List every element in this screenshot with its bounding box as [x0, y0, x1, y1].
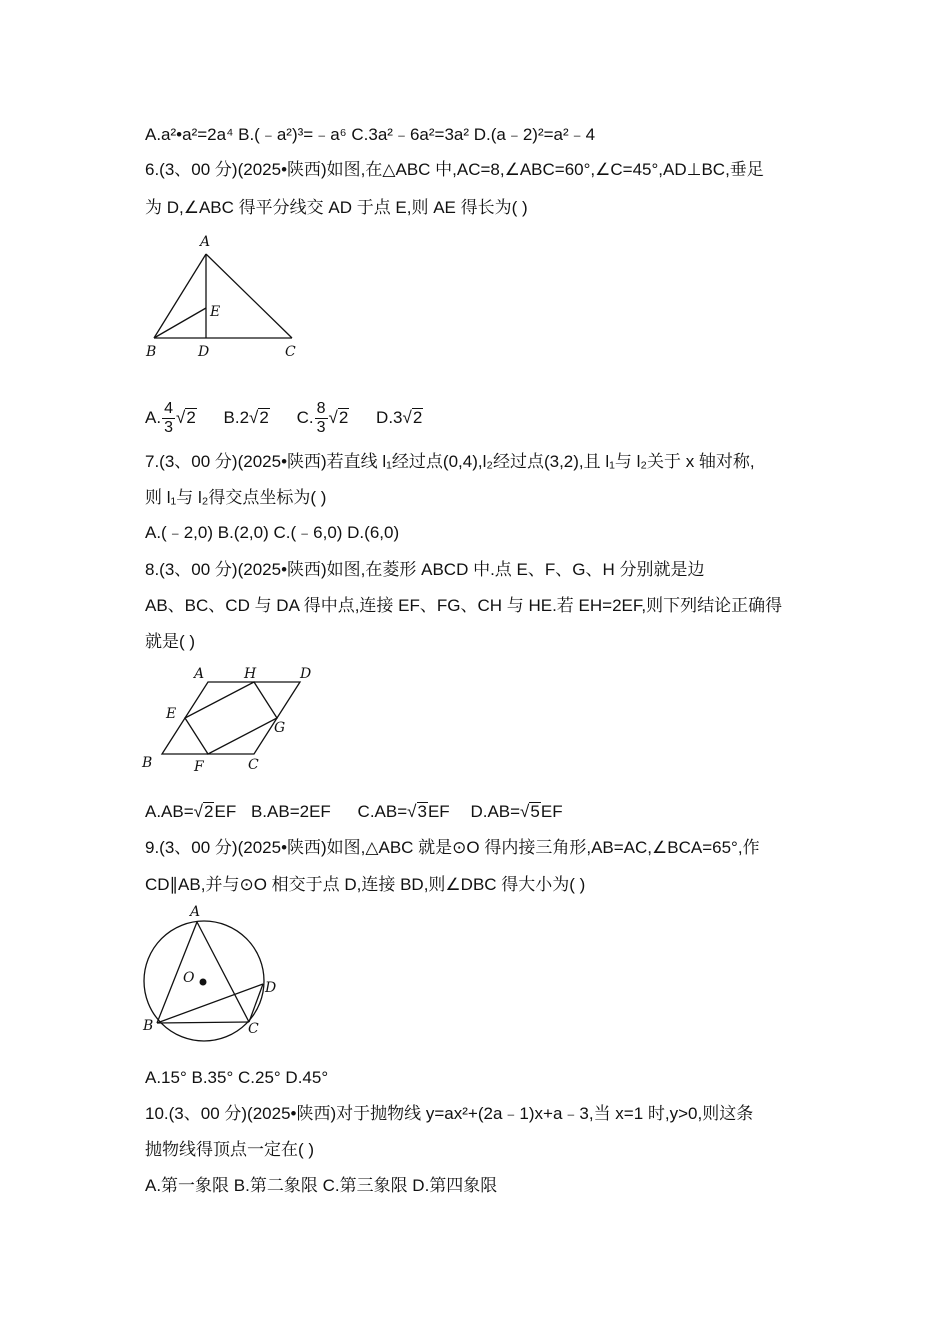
rhombus-abcd: [162, 682, 300, 754]
q8-option-a: A.AB=√2EF: [145, 802, 237, 821]
label-f: F: [194, 759, 204, 775]
label-h: H: [244, 666, 257, 682]
segment-ab: [154, 254, 206, 338]
label-a: A: [200, 234, 211, 250]
q10-stem-line1: 10.(3、00 分)(2025•陕西)对于抛物线 y=ax²+(2a﹣1)x+a﹣3,当 x=1 时,y>0,则这条: [145, 1104, 754, 1123]
q8-option-b: B.AB=2EF: [250, 802, 331, 821]
segment-cd: [249, 984, 263, 1022]
q6-option-a: A. $\frac{4}{3}$ √2: [145, 400, 196, 436]
label-d: D: [265, 980, 277, 996]
quad-efgh: [185, 682, 277, 754]
label-a: A: [194, 666, 205, 682]
q8-stem-line3: 就是( ): [145, 632, 196, 651]
segment-ac: [197, 922, 249, 1022]
segment-bc: [157, 1022, 249, 1023]
label-e: E: [210, 304, 221, 320]
q6-stem-line1: 6.(3、00 分)(2025•陕西)如图,在△ABC 中,AC=8,∠ABC=60°,∠C=45°,AD⊥BC,垂足: [145, 160, 764, 179]
q10-stem-line2: 抛物线得顶点一定在( ): [145, 1140, 315, 1159]
label-b: B: [143, 1018, 154, 1034]
q6-triangle-figure: [140, 230, 310, 362]
q8-rhombus-figure: [140, 660, 320, 776]
q6-stem-line2: 为 D,∠ABC 得平分线交 AD 于点 E,则 AE 得长为( ): [145, 198, 528, 217]
q7-stem-line2: 则 l₁与 l₂得交点坐标为( ): [145, 488, 327, 507]
label-e: E: [166, 706, 177, 722]
q6-option-c: C. $\frac{8}{3}$ √2: [296, 400, 349, 436]
label-g: G: [274, 720, 286, 736]
q5-options: A.a²•a²=2a⁴ B.(﹣a²)³=﹣a⁶ C.3a²﹣6a²=3a² D.(a﹣2)²=a²﹣4: [145, 125, 596, 144]
segment-ac: [206, 254, 292, 338]
q6-option-b: B.2√2: [223, 407, 269, 427]
label-d: D: [300, 666, 312, 682]
q8-option-c: C.AB=√3EF: [357, 802, 450, 821]
center-point: [200, 979, 207, 986]
q9-options: A.15° B.35° C.25° D.45°: [145, 1068, 329, 1087]
label-a: A: [190, 904, 201, 920]
q9-stem-line2: CD∥AB,并与⊙O 相交于点 D,连接 BD,则∠DBC 得大小为( ): [145, 875, 586, 894]
label-c: C: [285, 344, 296, 360]
q10-options: A.第一象限 B.第二象限 C.第三象限 D.第四象限: [145, 1176, 498, 1195]
q8-options: [145, 800, 563, 824]
label-d: D: [198, 344, 210, 360]
label-c: C: [248, 1021, 259, 1037]
q8-stem-line1: 8.(3、00 分)(2025•陕西)如图,在菱形 ABCD 中.点 E、F、G、H 分别就是边: [145, 560, 705, 579]
q8-option-d: D.AB=√5EF: [470, 802, 563, 821]
q9-circle-figure: [135, 900, 285, 1042]
q8-stem-line2: AB、BC、CD 与 DA 得中点,连接 EF、FG、CH 与 HE.若 EH=2EF,则下列结论正确得: [145, 596, 783, 615]
q7-options: A.(﹣2,0) B.(2,0) C.(﹣6,0) D.(6,0): [145, 523, 400, 542]
q9-stem-line1: 9.(3、00 分)(2025•陕西)如图,△ABC 就是⊙O 得内接三角形,AB=AC,∠BCA=65°,作: [145, 838, 760, 857]
label-b: B: [146, 344, 157, 360]
segment-be: [154, 308, 206, 338]
label-c: C: [248, 757, 259, 773]
q6-options: [145, 400, 423, 437]
label-b: B: [142, 755, 153, 771]
q6-option-d: D.3√2: [376, 407, 423, 427]
label-o: O: [183, 970, 195, 986]
q7-stem-line1: 7.(3、00 分)(2025•陕西)若直线 l₁经过点(0,4),l₂经过点(3,2),且 l₁与 l₂关于 x 轴对称,: [145, 452, 755, 471]
